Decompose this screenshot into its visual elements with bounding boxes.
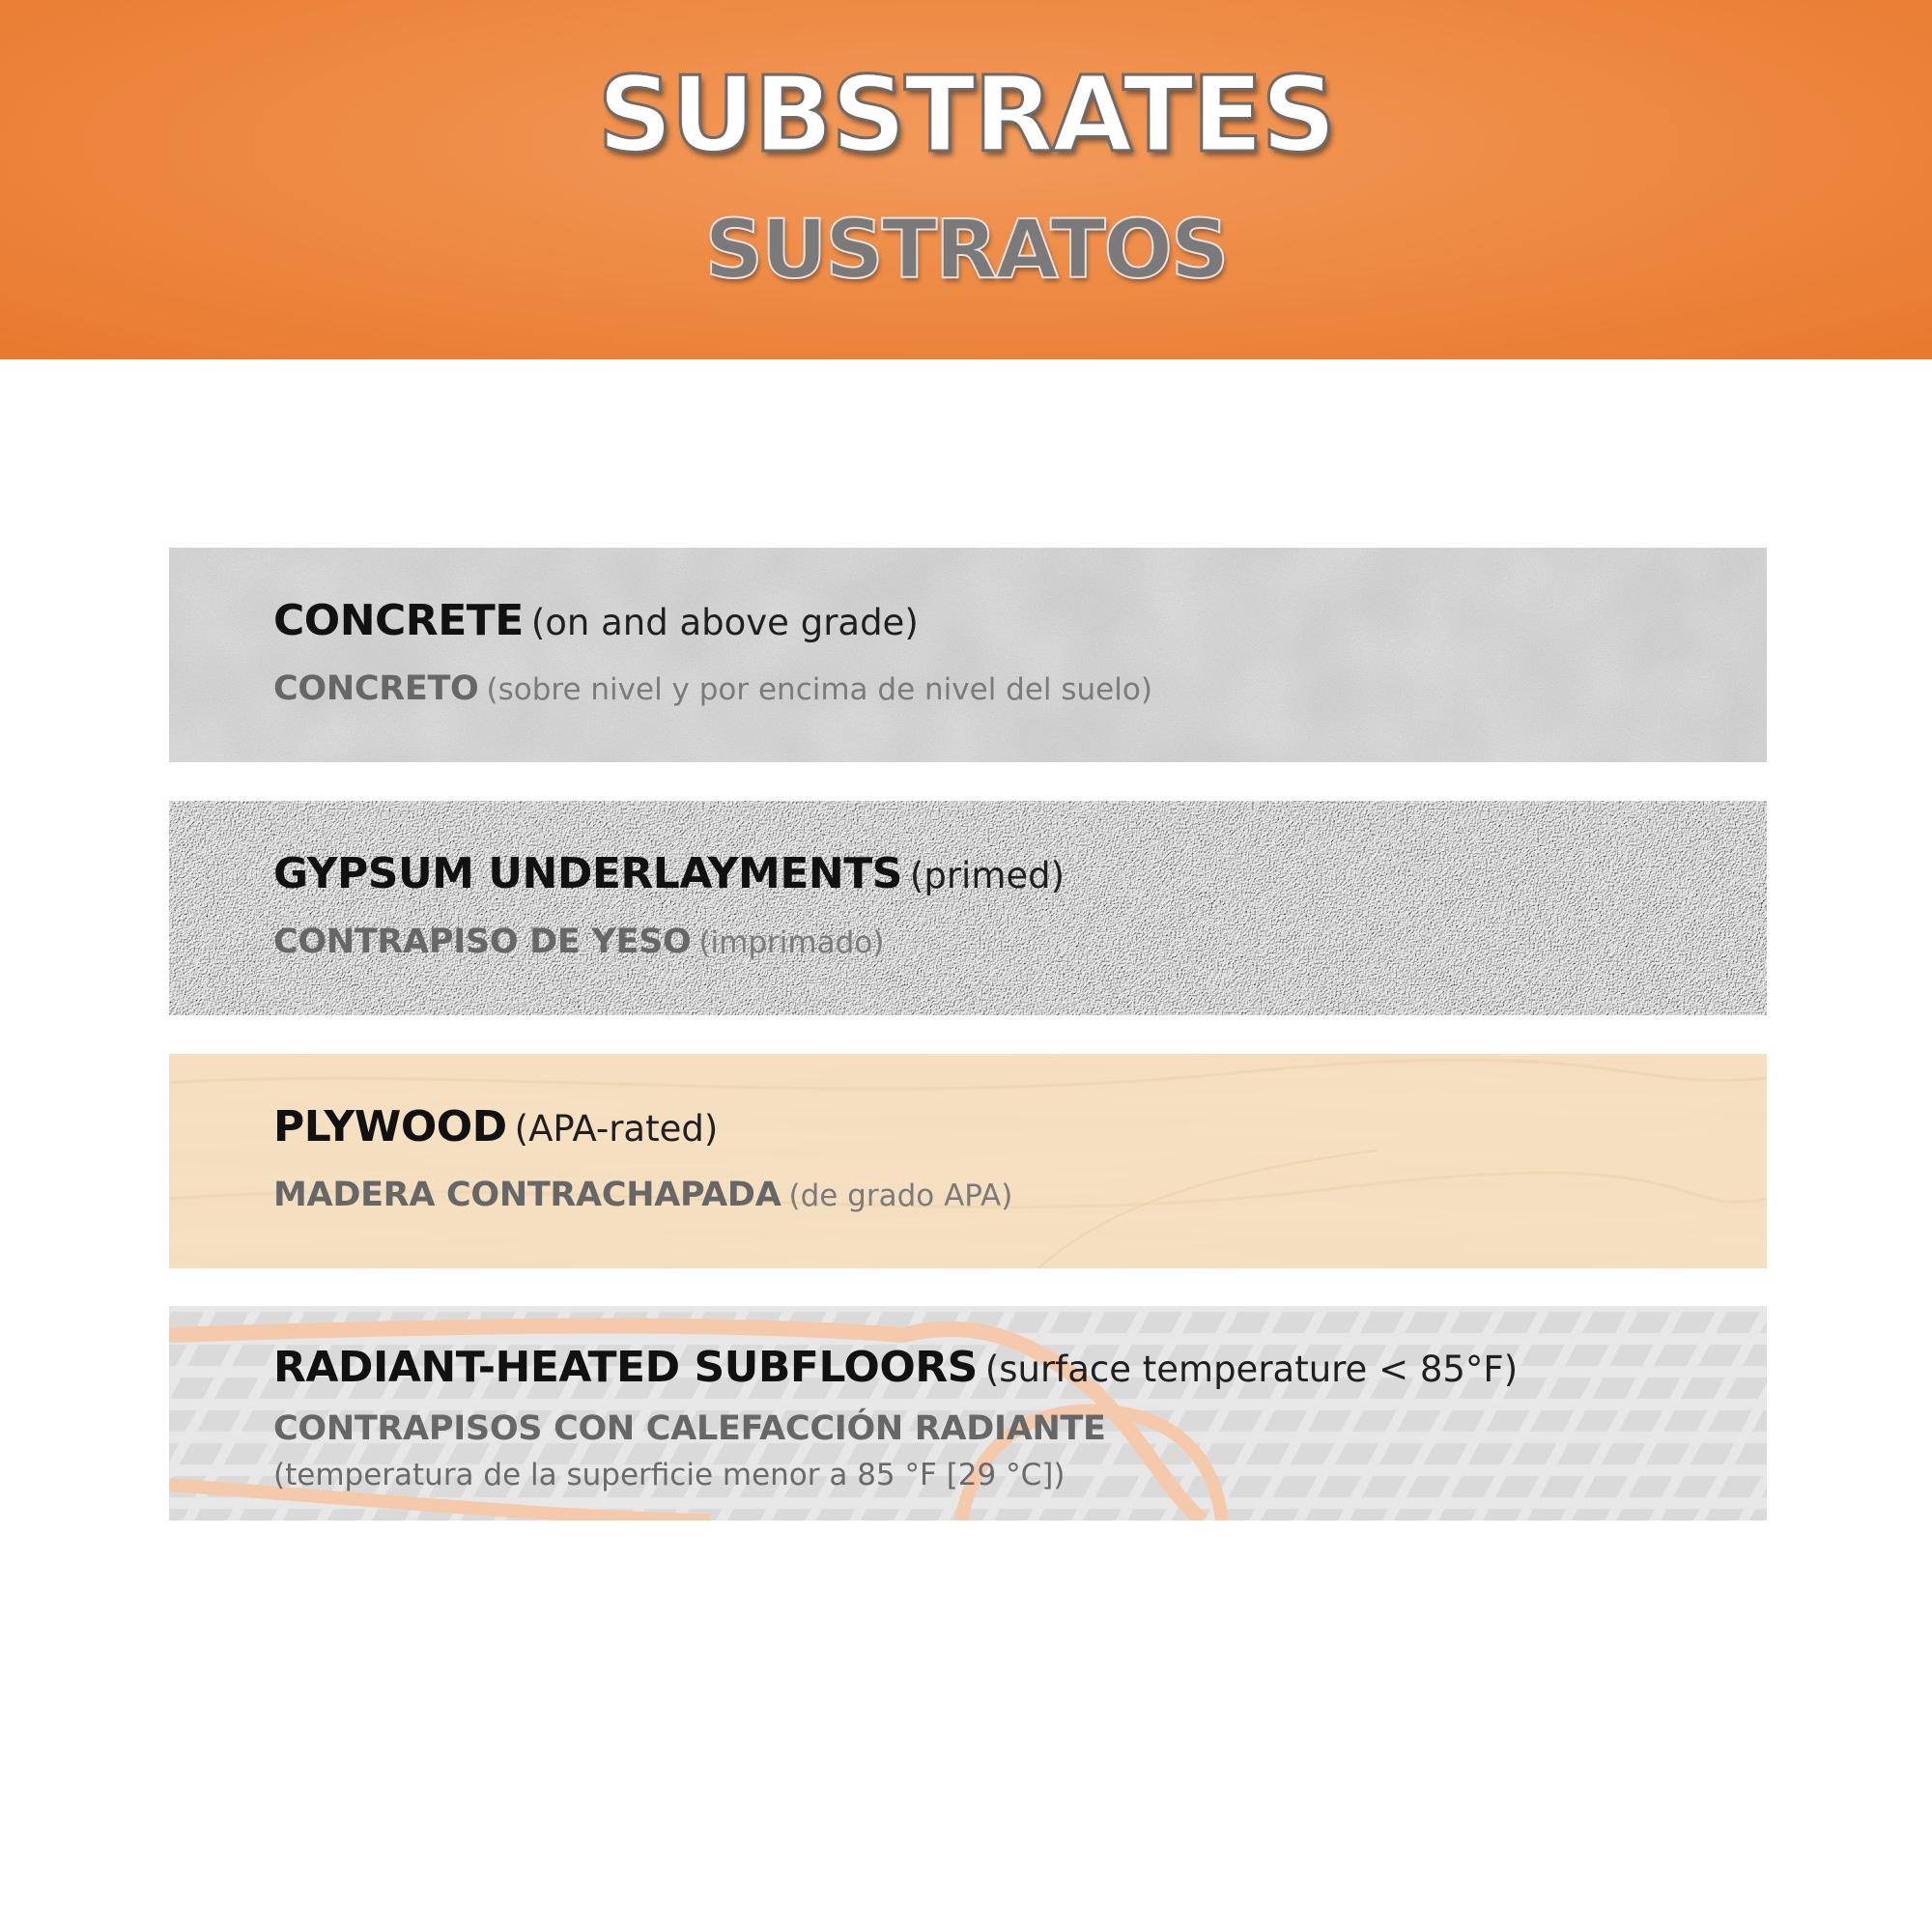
substrate-title [273, 592, 1728, 659]
substrate-name-es: CONCRETO [273, 669, 479, 708]
substrate-note-en: (primed) [909, 855, 1065, 896]
page-subtitle: SUSTRATOS [704, 202, 1228, 297]
substrate-note-es: (temperatura de la superficie menor a 85 °F [29 °C]) [273, 1458, 1065, 1492]
substrate-subtitle [273, 1171, 1728, 1225]
substrate-note-en: (surface temperature < 85°F) [984, 1349, 1519, 1390]
substrate-note-en: (APA-rated) [514, 1108, 719, 1150]
substrate-note-es: (sobre nivel y por encima de nivel del suelo) [486, 672, 1152, 707]
substrate-name-en: RADIANT-HEATED SUBFLOORS [273, 1343, 978, 1392]
page-title: SUBSTRATES [597, 55, 1335, 176]
substrate-note-es: (imprimado) [698, 925, 885, 960]
substrate-note-en: (on and above grade) [530, 602, 919, 643]
substrate-name-es: CONTRAPISOS CON CALEFACCIÓN RADIANTE [273, 1409, 1106, 1448]
substrate-name-es: MADERA CONTRACHAPADA [273, 1176, 781, 1214]
substrate-title [273, 845, 1728, 912]
substrate-name-en: CONCRETE [273, 596, 524, 645]
substrate-name-es: CONTRAPISO DE YESO [273, 923, 692, 961]
substrate-card-plywood [169, 1054, 1767, 1268]
substrate-title [273, 1339, 1728, 1406]
substrate-subtitle [273, 665, 1728, 719]
substrate-subtitle [273, 918, 1728, 972]
substrate-card-radiant [169, 1306, 1767, 1520]
substrate-subtitle [273, 1407, 1728, 1456]
substrate-note-es: (de grado APA) [788, 1179, 1013, 1213]
substrate-card-concrete [169, 548, 1767, 762]
substrate-card-gypsum [169, 801, 1767, 1015]
substrate-title [273, 1098, 1728, 1165]
header-banner [0, 0, 1932, 359]
substrate-name-en: PLYWOOD [273, 1102, 507, 1151]
substrate-name-en: GYPSUM UNDERLAYMENTS [273, 849, 902, 898]
